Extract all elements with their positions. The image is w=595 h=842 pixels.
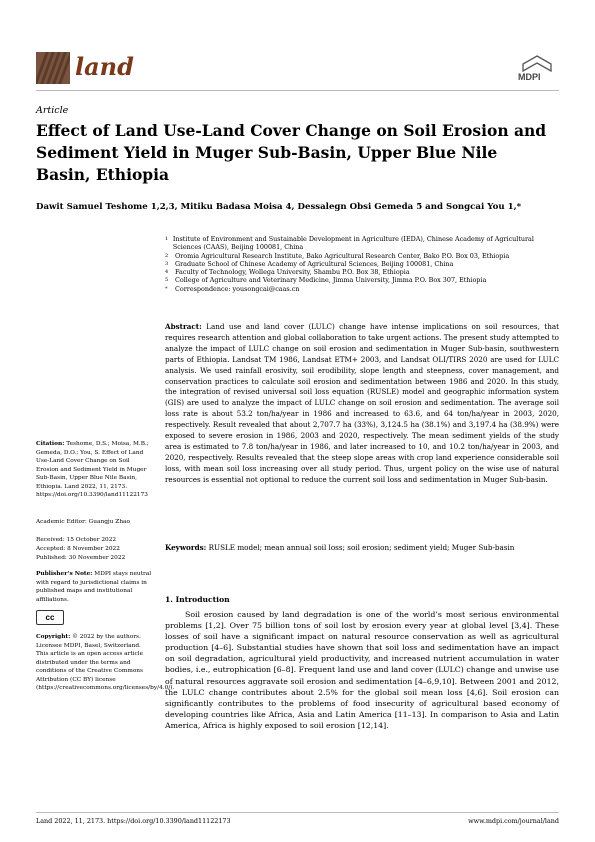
published-date: Published: 30 November 2022 — [36, 555, 126, 561]
keywords-text: RUSLE model; mean annual soil loss; soil erosion; sediment yield; Muger Sub-basin — [208, 543, 515, 552]
abstract-text: Land use and land cover (LULC) change have intense implications on soil resources, that requires research attention and global collaboration to take urgent actions. The present study attempted to analyze the impact of LULC change on soil erosion and sedimentation in Muger Sub-basin, southwestern parts of Ethiopia. Landsat TM 1986, Landsat ETM+ 2003, and Landsat OLI/TIRS 2020 are used for LULC analysis. We used rainfall erosivity, soil erodibility, slope length and steepness, cover management, and conservation practices to calculate soil erosion and sedimentation between 1986 and 2020. In this study, the integration of revised universal soil loss equation (RUSLE) model and geographic information system (GIS) are used to analyze the impact of LULC change on soil erosion and sedimentation. The average soil loss rate is about 53.2 ton/ha/year in 1986 and increased to 63.6, and 64 ton/ha/year in 2003, 2020, respectively. Result revealed that about 2,707.7 ha (33%), 3,124.5 ha (38.1%) and 3,197.4 ha (38.9%) were exposed to severe erosion in 1986, 2003 and 2020, respectively. The mean sediment yields of the study area is estimated to 7.8 ton/ha/year in 1986, and later increased to 10, and 10.2 ton/ha/year in 2003, and 2020, respectively. Results revealed that the steep slope areas with crop land experience considerable soil loss, with mean soil loss increasing over all study period. Thus, urgent policy on the wise use of natural resources is essential not optional to reduce the current soil loss and sedimentation in Muger Sub-basin. — [165, 322, 559, 484]
affiliation-item: 3 Graduate School of Chinese Academy of Agricultural Sciences, Beijing 100081, China — [165, 259, 454, 268]
authors: Dawit Samuel Teshome 1,2,3, Mitiku Badasa Moisa 4, Dessalegn Obsi Gemeda 5 and Songcai You 1,* — [36, 202, 522, 212]
academic-editor: Academic Editor: Guangju Zhao — [36, 519, 130, 525]
header-divider — [36, 90, 559, 91]
introduction-text: Soil erosion caused by land degradation is one of the world’s most serious environmental problems [1,2]. Over 75 billion tons of soil lost by erosion every year at global level [3,4]. These losses of soil have a significant impact on natural resource conservation as well as agricultural production [4–6]. Substantial studies have shown that soil loss and sedimentation have an impact on soil degradation, agricultural yield productivity, and increased nutrient accumulation in water bodies, i.e., eutrophication [6–8]. Frequent land use and land cover (LULC) change and unwise use of natural resources aggravate soil erosion and sedimentation [4–6,9,10]. Between 2001 and 2012, the LULC change contributes about 2.5% for the global soil mean loss [4,6]. Soil erosion can significantly contributes to the problems of food insecurity of agricultural based economy of developing countries like Africa, Asia and Latin America [11–13]. In comparison to Asia and Latin America, Africa is highly exposed to soil erosion [12,14]. — [165, 610, 559, 730]
accepted-date: Accepted: 8 November 2022 — [36, 546, 120, 552]
affiliation-item: 4 Faculty of Technology, Wollega University, Shambu P.O. Box 38, Ethiopia — [165, 268, 410, 277]
affiliation-item: 2 Oromia Agricultural Research Institute, Bako Agricultural Research Center, Bako P.O. Box 03, Ethiopia — [165, 251, 510, 260]
copyright: Copyright: © 2022 by the authors. Licensee MDPI, Basel, Switzerland. This article is an open access article distributed under the terms and conditions of the Creative Commons Attribution (CC BY) license (https://creativecommons.org/licenses/by/4.0/). — [36, 634, 175, 691]
correspondence: * Correspondence: yousongcai@caas.cn — [165, 284, 300, 293]
publisher-note: Publisher’s Note: MDPI stays neutral with regard to jurisdictional claims in published maps and institutional affiliations. — [36, 571, 152, 603]
article-type: Article — [36, 105, 69, 116]
received-date: Received: 15 October 2022 — [36, 537, 117, 543]
section-heading: 1. Introduction — [165, 595, 230, 604]
affiliation-item: 1 Institute of Environment and Sustainable Development in Agriculture (IEDA), Chinese Academy of Agricultural Sciences (CAAS), Beijing 100081, China — [165, 235, 534, 252]
cc-license-icon[interactable]: cc — [36, 610, 64, 625]
affiliation-item: 5 College of Agriculture and Veterinary Medicine, Jimma University, Jimma P.O. Box 307, Ethiopia — [165, 276, 487, 285]
footer-divider — [36, 812, 559, 813]
journal-logo-icon — [36, 52, 70, 84]
abstract-label: Abstract: — [165, 322, 202, 331]
affiliations — [165, 235, 560, 293]
page-title: Effect of Land Use-Land Cover Change on Soil Erosion and Sediment Yield in Muger Sub-Basin, Upper Blue Nile Basin, Ethiopia — [36, 121, 547, 184]
footer-journal-url[interactable]: www.mdpi.com/journal/land — [468, 817, 559, 825]
abstract — [165, 322, 559, 486]
keywords-label: Keywords: — [165, 543, 207, 552]
publisher-logo-text: MDPI — [518, 72, 541, 82]
journal-name: land — [75, 52, 134, 81]
citation: Citation: Teshome, D.S.; Moisa, M.B.; Gemeda, D.O.; You, S. Effect of Land Use-Land Cover Change on Soil Erosion and Sediment Yield in Muger Sub-Basin, Upper Blue Nile Basin, Ethiopia. Land 2022, 11, 2173. https://doi.org/10.3390/land11122173 — [36, 441, 149, 498]
keywords — [165, 543, 559, 552]
footer-citation: Land 2022, 11, 2173. https://doi.org/10.3390/land11122173 — [36, 817, 231, 825]
